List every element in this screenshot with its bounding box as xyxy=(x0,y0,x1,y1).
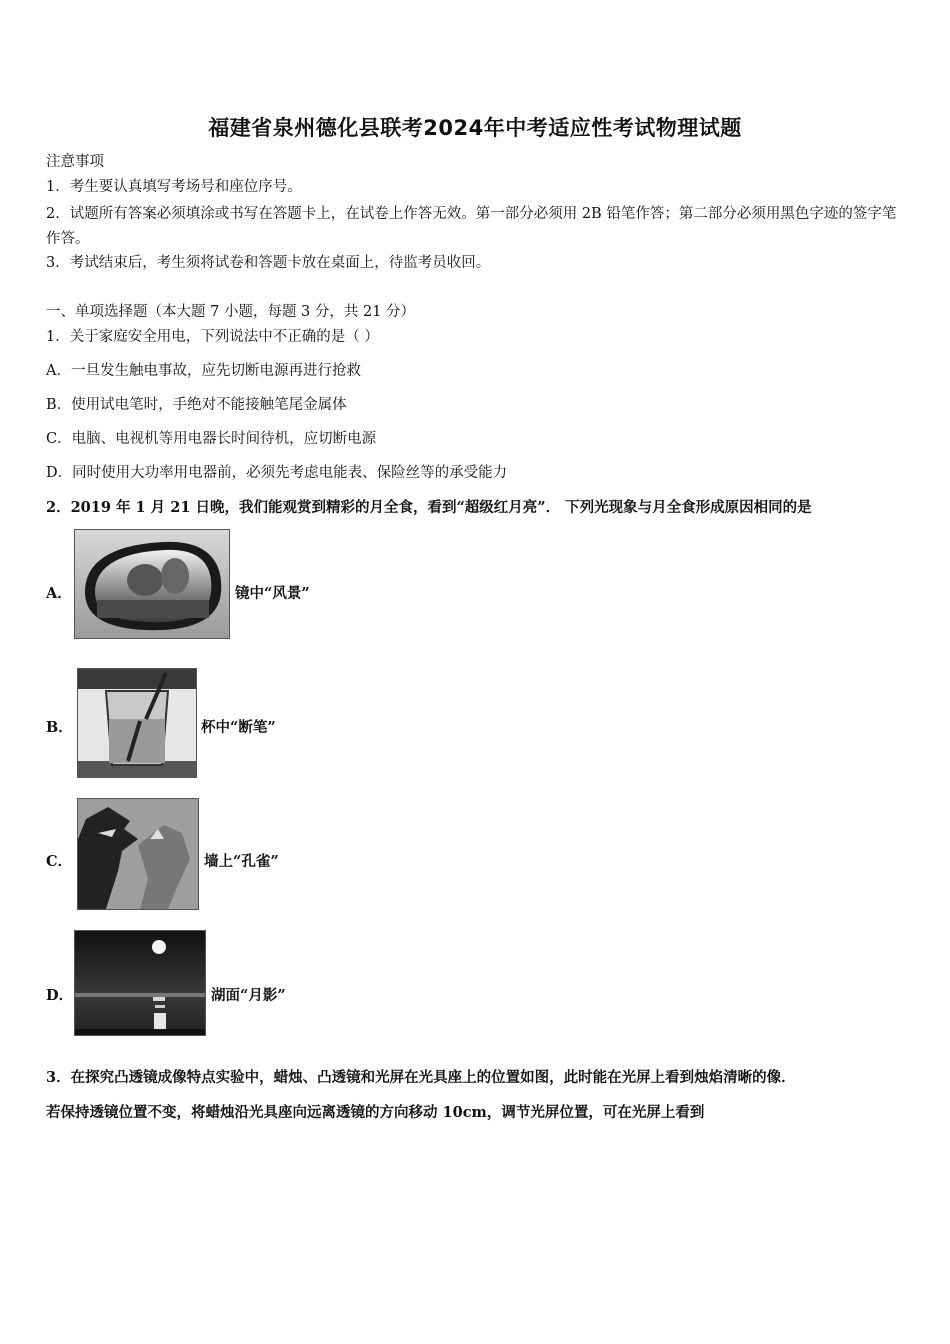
page-title: 福建省泉州德化县联考2024年中考适应性考试物理试题 xyxy=(208,116,742,140)
q2-option-c-label: C． xyxy=(46,853,73,870)
q2-option-d-label: D． xyxy=(46,987,74,1004)
q2-option-b-label: B． xyxy=(46,719,73,736)
moon-reflection-photo-icon xyxy=(74,930,206,1036)
q2-option-c-caption: 墙上“孔雀” xyxy=(204,853,279,870)
q3-stem-line-1: 3．在探究凸透镜成像特点实验中，蜡烛、凸透镜和光屏在光具座上的位置如图，此时能在光屏上看到烛焰清晰的像． xyxy=(46,1069,796,1086)
q1-option-b: B．使用试电笔时，手绝对不能接触笔尾金属体 xyxy=(46,397,347,413)
section-heading: 一、单项选择题（本大题 7 小题，每题 3 分，共 21 分） xyxy=(46,304,416,320)
notice-item-3: 3．考试结束后，考生须将试卷和答题卡放在桌面上，待监考员收回。 xyxy=(46,255,491,271)
hand-shadow-photo-icon xyxy=(77,798,199,910)
notice-item-2: 2．试题所有答案必须填涂或书写在答题卡上，在试卷上作答无效。第一部分必须用 2B 铅笔作答；第二部分必须用黑色字迹的签字笔作答。 xyxy=(46,206,897,247)
q2-option-a-caption: 镜中“风景” xyxy=(235,585,310,602)
q1-stem: 1．关于家庭安全用电，下列说法中不正确的是（ ） xyxy=(46,329,379,345)
glass-straw-photo-icon xyxy=(77,668,197,778)
q1-option-a: A．一旦发生触电事故，应先切断电源再进行抢救 xyxy=(46,363,361,379)
q2-option-d-caption: 湖面“月影” xyxy=(211,987,286,1004)
notice-heading: 注意事项 xyxy=(46,154,104,170)
notice-item-1: 1．考生要认真填写考场号和座位序号。 xyxy=(46,179,302,195)
q2-option-b-caption: 杯中“断笔” xyxy=(201,719,276,736)
q2-stem: 2．2019 年 1 月 21 日晚，我们能观赏到精彩的月全食，看到“超级红月亮”． 下列光现象与月全食形成原因相同的是 xyxy=(46,499,812,516)
car-mirror-photo-icon xyxy=(74,529,230,639)
q1-option-c: C．电脑、电视机等用电器长时间待机，应切断电源 xyxy=(46,431,377,447)
q1-option-d: D．同时使用大功率用电器前，必须先考虑电能表、保险丝等的承受能力 xyxy=(46,465,508,481)
q3-stem-line-2: 若保持透镜位置不变，将蜡烛沿光具座向远离透镜的方向移动 10cm，调节光屏位置，可在光屏上看到 xyxy=(46,1104,705,1121)
q2-option-a-label: A． xyxy=(46,585,72,602)
